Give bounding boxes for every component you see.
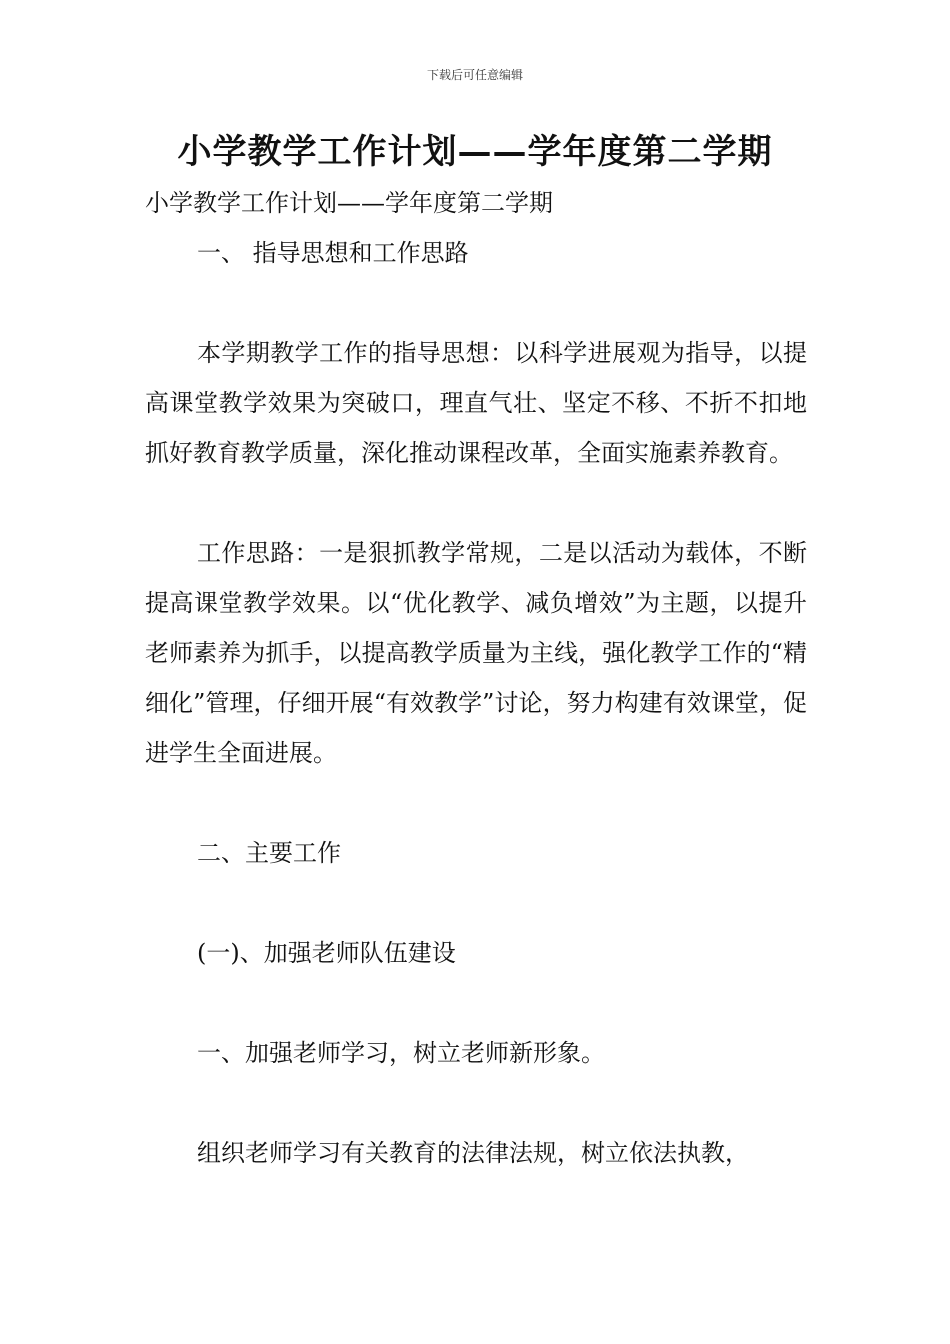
- document-subtitle: 小学教学工作计划——学年度第二学期: [145, 189, 553, 217]
- document-title: 小学教学工作计划——学年度第二学期: [177, 132, 773, 172]
- paragraph-guiding-ideas: 本学期教学工作的指导思想：以科学进展观为指导，以提高课堂教学效果为突破口，理直气壮、坚定不移、不折不扣地抓好教育教学质量，深化推动课程改革，全面实施素养教育。: [145, 339, 807, 467]
- section-heading-guiding-ideas: 一、 指导思想和工作思路: [197, 239, 469, 267]
- paragraph-work-approach: 工作思路：一是狠抓教学常规，二是以活动为载体，不断提高课堂教学效果。以“优化教学、减负增效”为主题，以提升老师素养为抓手，以提高教学质量为主线，强化教学工作的“精细化”管理，仔细开展“有效教学”讨论，努力构建有效课堂，促进学生全面进展。: [145, 539, 807, 767]
- list-item-teacher-study: 一、加强老师学习，树立老师新形象。: [197, 1039, 605, 1067]
- paragraph-teacher-study: 组织老师学习有关教育的法律法规，树立依法执教，: [197, 1139, 749, 1167]
- document-body: [145, 228, 807, 1178]
- header-note: 下载后可任意编辑: [426, 68, 523, 82]
- section-heading-main-work: 二、主要工作: [197, 839, 341, 867]
- subsection-heading-teacher-team: (一)、加强老师队伍建设: [197, 939, 456, 967]
